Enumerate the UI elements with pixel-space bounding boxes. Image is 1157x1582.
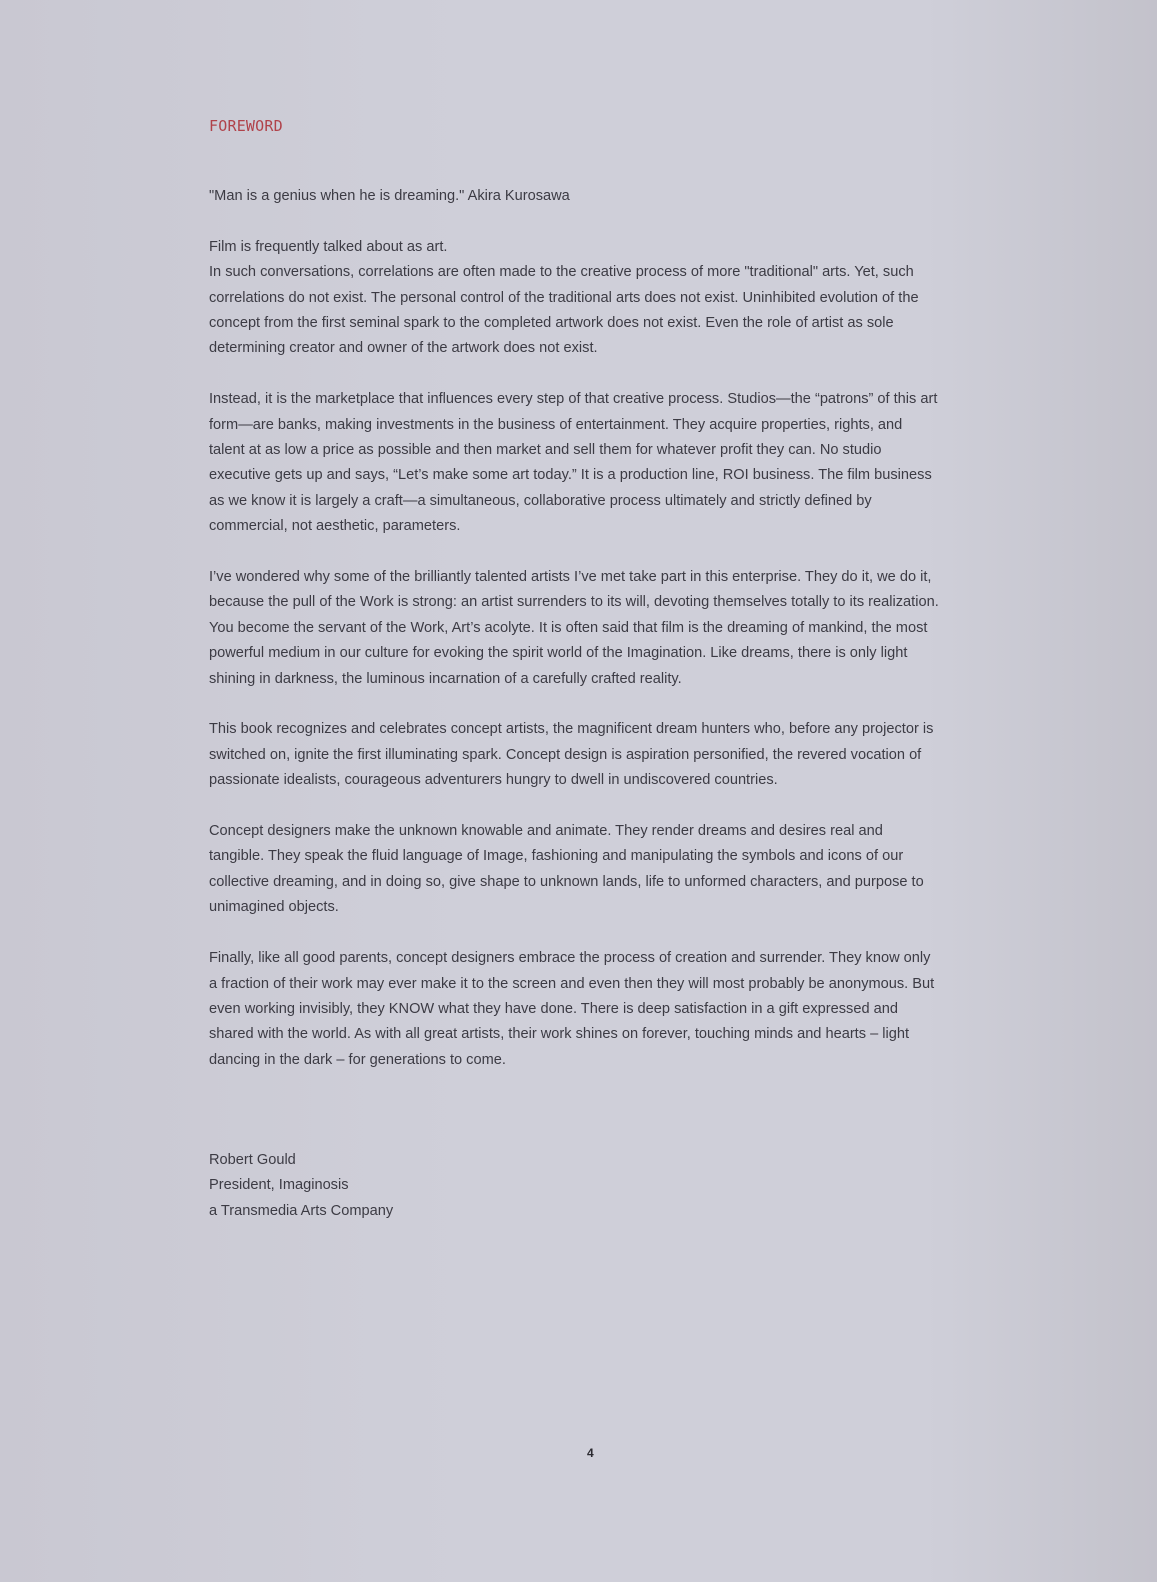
signature-block (209, 1148, 393, 1224)
page-heading: FOREWORD (209, 117, 283, 135)
paragraph: Instead, it is the marketplace that influences every step of that creative process. Studios—the “patrons” of this art form—are banks, making investments in the business of entertainment. They acquire properties, rights, and talent at as low a price as possible and then market and sell them for whatever profit they can. No studio executive gets up and says, “Let’s make some art today.” It is a production line, ROI business. The film business as we know it is largely a craft—a simultaneous, collaborative process ultimately and strictly defined by commercial, not aesthetic, parameters. (209, 391, 938, 535)
signature-name: Robert Gould (209, 1152, 296, 1168)
paragraph: This book recognizes and celebrates concept artists, the magnificent dream hunters who, before any projector is switched on, ignite the first illuminating spark. Concept design is aspiration personified, the revered vocation of passionate idealists, courageous adventurers hungry to dwell in undiscovered countries. (209, 721, 934, 789)
epigraph-quote: "Man is a genius when he is dreaming." Akira Kurosawa (209, 188, 570, 204)
paragraph: Concept designers make the unknown knowable and animate. They render dreams and desires real and tangible. They speak the fluid language of Image, fashioning and manipulating the symbols and icons of our collective dreaming, and in doing so, give shape to unknown lands, life to unformed characters, and purpose to unimagined objects. (209, 823, 924, 916)
paragraph: Finally, like all good parents, concept designers embrace the process of creation and surrender. They know only a fraction of their work may ever make it to the screen and even then they will most probably be anonymous. But even working invisibly, they KNOW what they have done. There is deep satisfaction in a gift expressed and shared with the world. As with all great artists, their work shines on forever, touching minds and hearts – light dancing in the dark – for generations to come. (209, 950, 935, 1068)
foreword-body (209, 184, 939, 1099)
paragraph: I’ve wondered why some of the brilliantly talented artists I’ve met take part in this enterprise. They do it, we do it, because the pull of the Work is strong: an artist surrenders to its will, devoting themselves totally to its realization. You become the servant of the Work, Art’s acolyte. It is often said that film is the dreaming of mankind, the most powerful medium in our culture for evoking the spirit world of the Imagination. Like dreams, there is only light shining in darkness, the luminous incarnation of a carefully crafted reality. (209, 569, 939, 687)
paragraph: Film is frequently talked about as art. (209, 238, 448, 255)
signature-title: President, Imaginosis (209, 1177, 349, 1194)
paragraph: In such conversations, correlations are often made to the creative process of more "traditional" arts. Yet, such correlations do not exist. The personal control of the traditional arts does not exist. Uninhibited evolution of the concept from the first seminal spark to the completed artwork does not exist. Even the role of artist as sole determining creator and owner of the artwork does not exist. (209, 264, 919, 357)
signature-company: a Transmedia Arts Company (209, 1202, 394, 1219)
page-number: 4 (587, 1446, 594, 1460)
